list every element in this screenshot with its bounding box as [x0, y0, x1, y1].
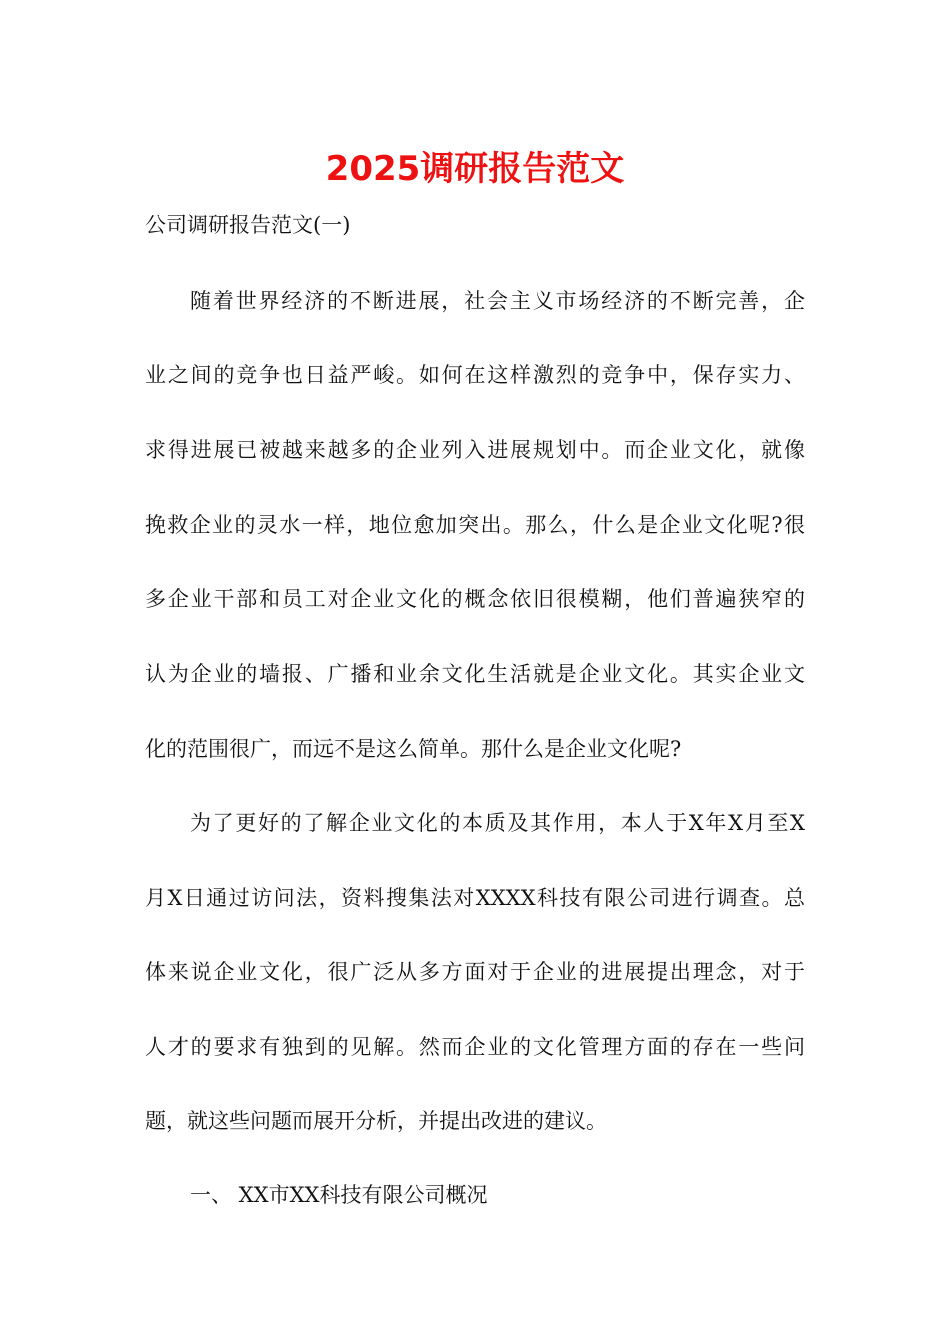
paragraph-1-line-3: 求得进展已被越来越多的企业列入进展规划中。而企业文化，就像 — [145, 438, 805, 462]
paragraph-1-line-7: 化的范围很广，而远不是这么简单。那什么是企业文化呢? — [145, 737, 682, 761]
paragraph-1-line-4: 挽救企业的灵水一样，地位愈加突出。那么，什么是企业文化呢?很 — [145, 513, 805, 537]
paragraph-2-line-1: 为了更好的了解企业文化的本质及其作用，本人于X年X月至X — [190, 811, 805, 835]
section-heading-1: 一、 XX市XX科技有限公司概况 — [190, 1183, 488, 1207]
paragraph-2-line-2: 月X日通过访问法，资料搜集法对XXXX科技有限公司进行调查。总 — [145, 886, 805, 910]
paragraph-1-line-2: 业之间的竞争也日益严峻。如何在这样激烈的竞争中，保存实力、 — [145, 363, 805, 387]
document-subtitle: 公司调研报告范文(一) — [145, 213, 351, 237]
paragraph-2-line-5: 题，就这些问题而展开分析，并提出改进的建议。 — [145, 1109, 607, 1133]
paragraph-2-line-4: 人才的要求有独到的见解。然而企业的文化管理方面的存在一些问 — [145, 1035, 805, 1059]
paragraph-1-line-5: 多企业干部和员工对企业文化的概念依旧很模糊，他们普遍狭窄的 — [145, 587, 805, 611]
paragraph-1-line-6: 认为企业的墙报、广播和业余文化生活就是企业文化。其实企业文 — [145, 662, 805, 686]
paragraph-2-line-3: 体来说企业文化，很广泛从多方面对于企业的进展提出理念，对于 — [145, 960, 805, 984]
document-title: 2025调研报告范文 — [325, 149, 625, 189]
paragraph-1-line-1: 随着世界经济的不断进展，社会主义市场经济的不断完善，企 — [190, 289, 805, 313]
